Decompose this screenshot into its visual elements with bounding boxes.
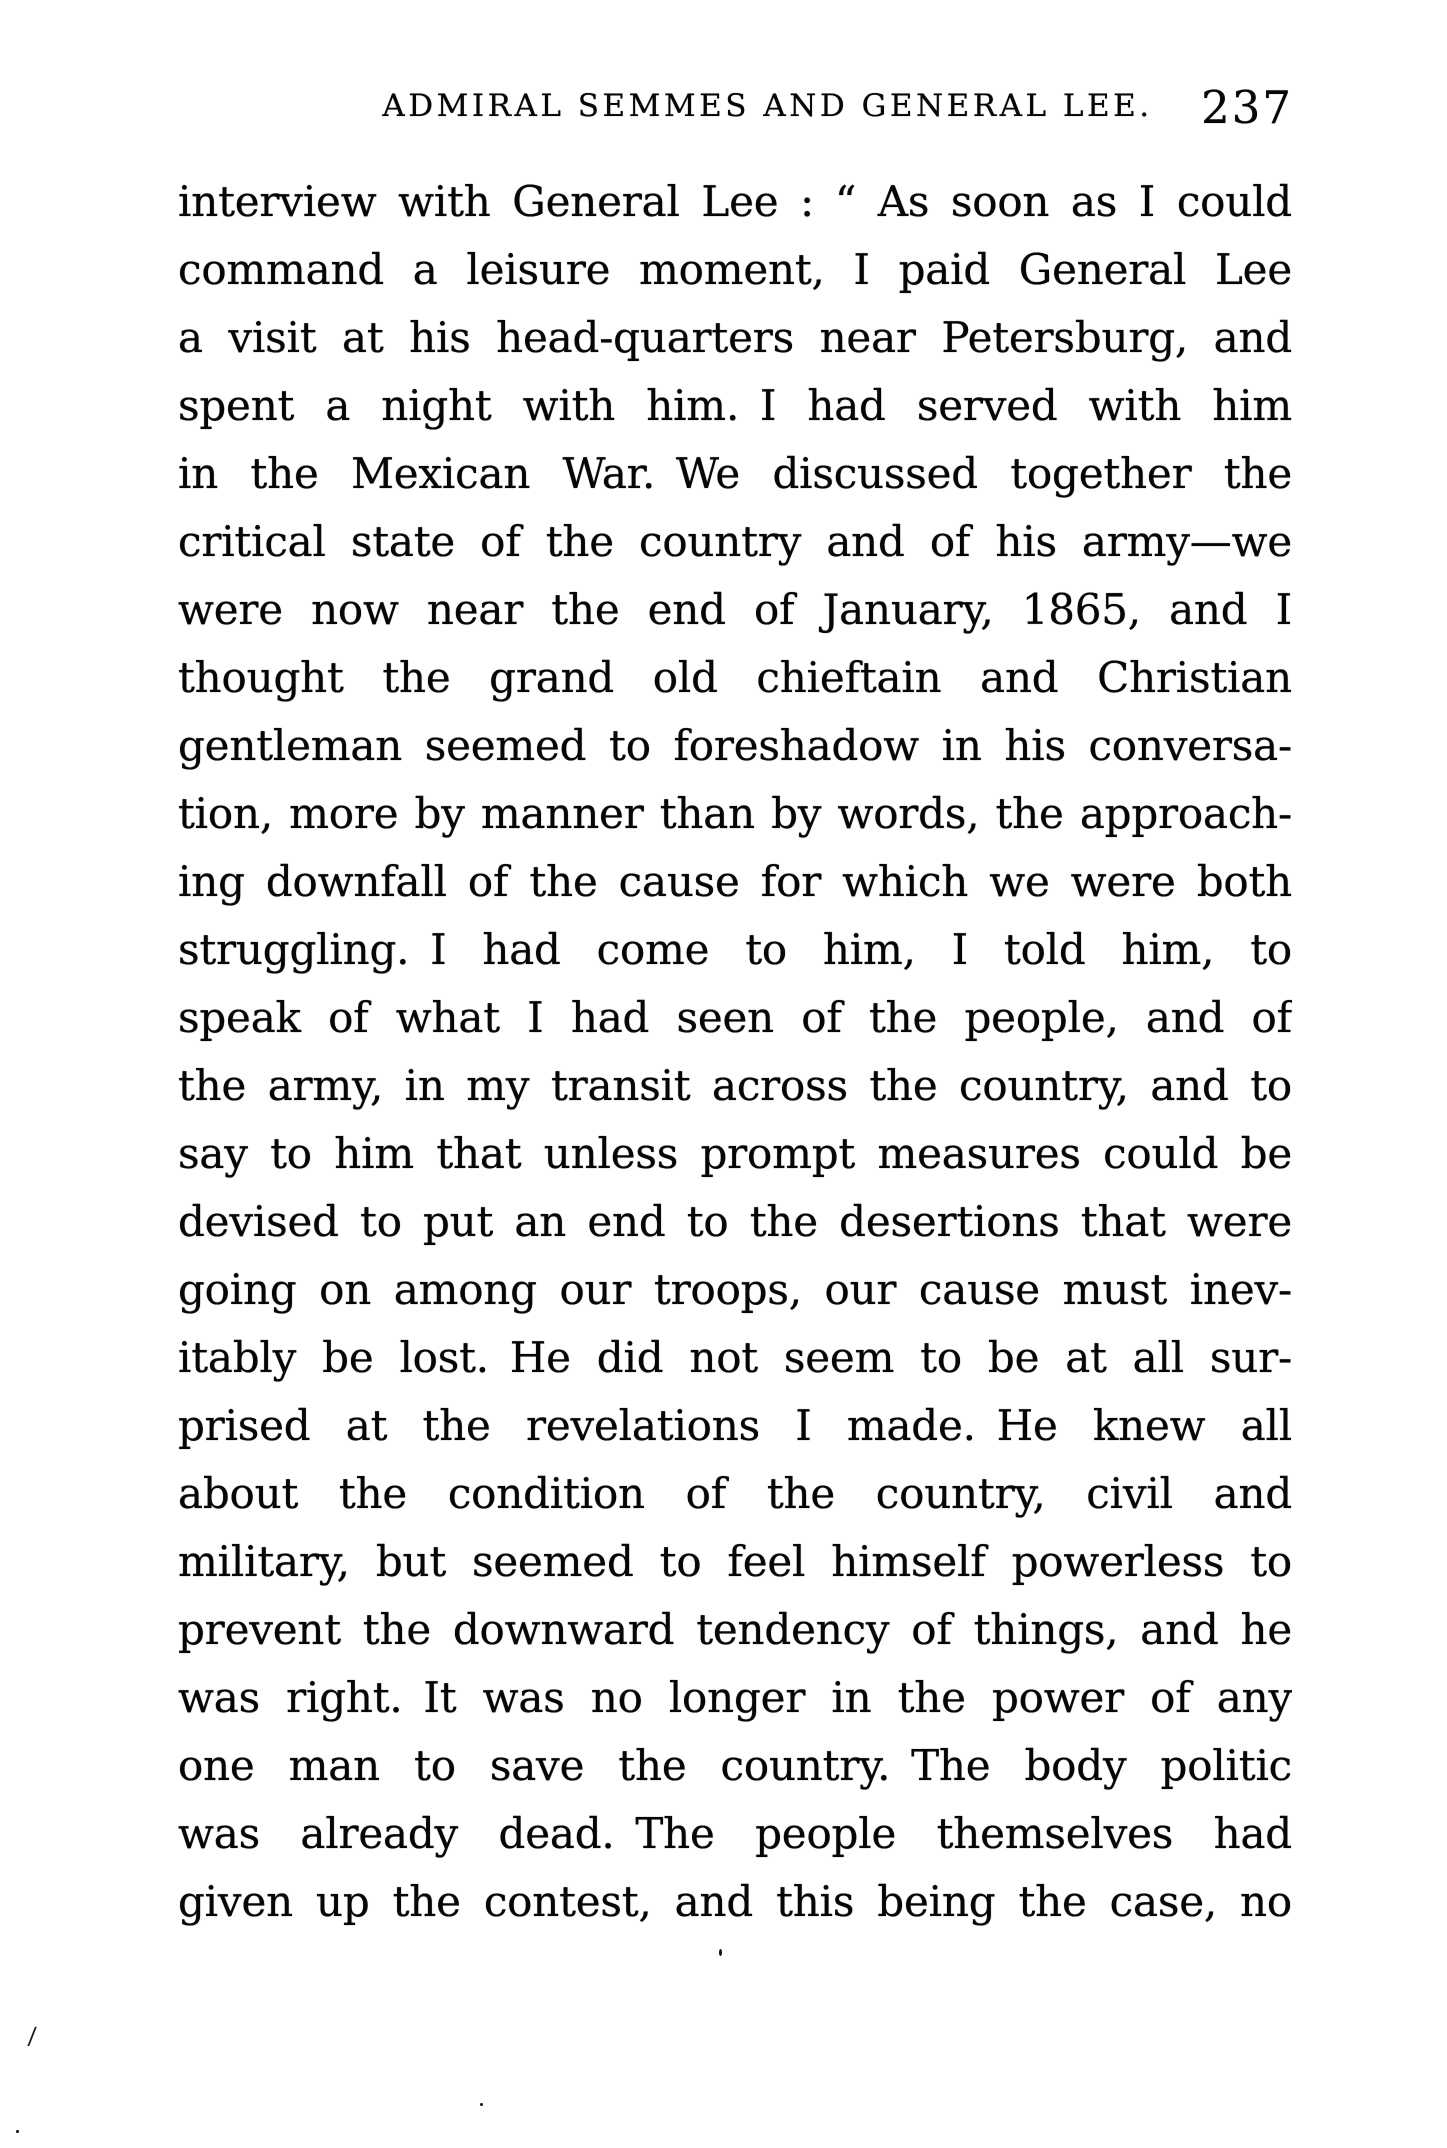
page-header-title: ADMIRAL SEMMES AND GENERAL LEE.	[382, 88, 1153, 124]
text-line-3: a visit at his head-quarters near Petersburg, and	[178, 313, 1292, 362]
text-line-7: were now near the end of January, 1865, and I	[178, 585, 1292, 634]
text-line-24: one man to save the country. The body politic	[178, 1741, 1292, 1790]
text-line-22: prevent the downward tendency of things, and he	[178, 1605, 1292, 1654]
text-line-14: the army, in my transit across the country, and to	[178, 1061, 1292, 1110]
text-line-26: given up the contest, and this being the case, no	[178, 1877, 1292, 1926]
text-line-2: command a leisure moment, I paid General Lee	[178, 245, 1292, 294]
scan-speck	[719, 1949, 722, 1956]
text-line-16: devised to put an end to the desertions that were	[178, 1197, 1292, 1246]
text-line-1: interview with General Lee : “ As soon as I could	[178, 177, 1292, 226]
text-line-15: say to him that unless prompt measures could be	[178, 1129, 1292, 1178]
text-line-21: military, but seemed to feel himself powerless to	[178, 1537, 1292, 1586]
page-number: 237	[1201, 81, 1293, 134]
text-line-13: speak of what I had seen of the people, and of	[178, 993, 1292, 1042]
scan-artifact-slash: /	[27, 2021, 38, 2051]
scan-speck	[480, 2103, 483, 2106]
text-line-23: was right. It was no longer in the power of any	[178, 1673, 1292, 1722]
text-line-17: going on among our troops, our cause must inev-	[178, 1265, 1292, 1314]
text-line-19: prised at the revelations I made. He knew all	[178, 1401, 1292, 1450]
text-line-5: in the Mexican War. We discussed together the	[178, 449, 1292, 498]
text-line-6: critical state of the country and of his army—we	[178, 517, 1292, 566]
running-head	[178, 76, 1293, 134]
body-text	[178, 168, 1292, 1936]
text-line-12: struggling. I had come to him, I told him, to	[178, 925, 1292, 974]
scan-speck	[16, 2130, 19, 2133]
text-line-25: was already dead. The people themselves had	[178, 1809, 1292, 1858]
text-line-11: ing downfall of the cause for which we were both	[178, 857, 1292, 906]
text-line-18: itably be lost. He did not seem to be at all sur-	[178, 1333, 1292, 1382]
text-line-10: tion, more by manner than by words, the approach-	[178, 789, 1292, 838]
text-line-4: spent a night with him. I had served with him	[178, 381, 1292, 430]
text-line-8: thought the grand old chieftain and Christian	[178, 653, 1292, 702]
text-line-9: gentleman seemed to foreshadow in his conversa-	[178, 721, 1292, 770]
text-line-20: about the condition of the country, civil and	[178, 1469, 1292, 1518]
